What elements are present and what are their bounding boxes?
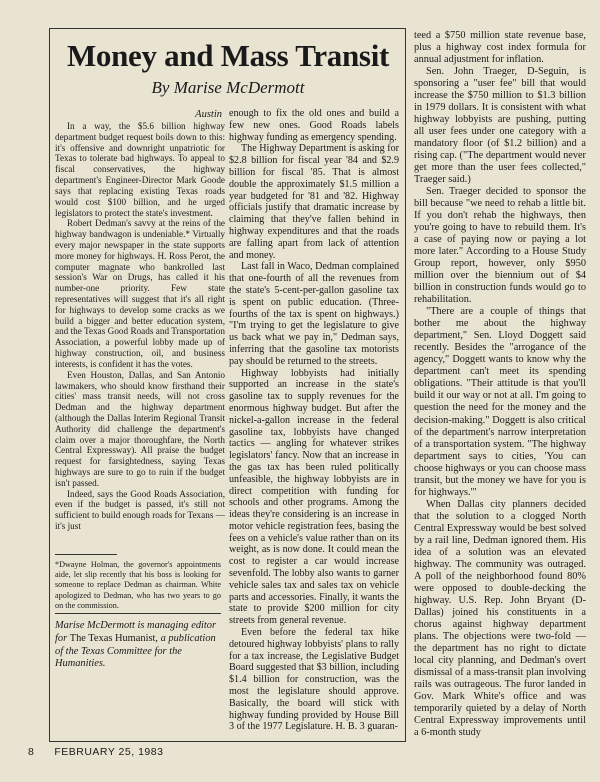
paragraph: When Dallas city planners decided that the solution to a clogged North Central Expressway would be best solved by a rail line, Dedman ignored them. His idea of a solution was an elevated highway. The community was outraged. A poll of the neighborhood found 80% were opposed to double-decking the highway. U.S. Rep. John Bryant (D-Dallas) joined his constituents in a chorus against highway department plans. The objections were two-fold — the department has no right to dictate local city planning, and Dedman's overt dismissal of a mass-transit plan involving rails was outrageous. The furor landed in Gov. Mark White's office and was temporarily quieted by a delay of North Central Expressway improvements until a 6-month study xyxy=(414,498,586,738)
paragraph: In a way, the $5.6 billion highway department budget request boils down to this: it's offensive and downright unpatriotic for Texas to tolerate bad highways. To appeal to fiscal conservatives, the highway department's Engineer-Director Mark Goode says that replacing existing Texas roads would cost $100 billion, and he urged legislators to protect the state's investment. xyxy=(55,121,225,218)
bio-text: , a publication of the Texas Committee for the Humanities. xyxy=(55,632,216,670)
paragraph: Robert Dedman's savvy at the reins of the highway bandwagon is undeniable.* Virtually every major newspaper in the state supports more money for highways. H. Ross Perot, the computer magnate who bankrolled last session's War on Drugs, has called it his number-one priority. Few state representatives will suggest that it's all right for highways to develop some cracks as we build a bigger and better education system, and the Texas Good Roads and Transportation Association, a powerful lobby made up of highway construction, oil, and business interests, is confident it has the votes. xyxy=(55,218,225,369)
paragraph: Last fall in Waco, Dedman complained that one-fourth of all the revenues from the state's 5-cent-per-gallon gasoline tax is spent on public education. (Three-fourths of the tax is spent on highways.) "I'm trying to get the legislature to give us back what we pay in," Dedman says, inferring that the gasoline tax motorists pay should be returned to the streets. xyxy=(229,261,399,367)
column-2 xyxy=(229,108,399,733)
publication-name: The Texas Humanist xyxy=(69,632,156,644)
paragraph: The Highway Department is asking for $2.8 billion for fiscal year '84 and $2.9 billion for fiscal '85. That is almost double the approximately $1.5 million a year budgeted for '81 and '82. Highway officials justify that dramatic increase by claiming that they've fallen behind in highway expenditures and that the roads are falling apart from lack of attention and money. xyxy=(229,143,399,261)
footnote: *Dwayne Holman, the governor's appointments aide, let slip recently that his boss is looking for someone to replace Dedman as chairman. White apologized to Dedman, who has two years to go on the commission. xyxy=(55,560,221,610)
page-folio xyxy=(28,746,163,758)
paragraph: Highway lobbyists had initially supported an increase in the state's gasoline tax to supply revenues for the enormous highway budget. But after the nickel-a-gallon increase in the federal gasoline tax, lobbyists have changed tactics — angling for whatever strikes legislators' fancy. Now that an increase in the gas tax has been ruled politically unfeasible, the highway lobbyists are in direct competition with funding for schools and other programs. Among the ideas they're considering is an increase in motor vehicle registration fees, basing the fees on a vehicle's value rather than on its weight, as is now done. It could mean the cost to register a car would increase sevenfold. The lobby also wants to garner vehicle sales tax and sales tax on vehicle parts and accessories. Finally, it wants the state to provide $200 million for city streets from general revenue. xyxy=(229,367,399,627)
dateline: Austin xyxy=(195,109,222,120)
paragraph: Indeed, says the Good Roads Association, even if the budget is passed, it's still not sufficient to build enough roads for Texans — it's just xyxy=(55,488,225,532)
column-1 xyxy=(55,108,225,532)
author-bio xyxy=(55,620,221,671)
paragraph: Sen. John Traeger, D-Seguin, is sponsoring a "user fee" bill that would increase the $750 million to $1.3 billion in 1979 dollars. It is consistent with what highway lobbyists are pushing, putting all user fees under one category with a mandatory floor (of $1.2 billion) and a rising cap. ("The department would never get more than the user fees collected," Traeger said.) xyxy=(414,66,586,186)
footnote-rule xyxy=(55,554,117,555)
paragraph: Even before the federal tax hike detoured highway lobbyists' plans to rally for a tax increase, the Legislative Budget Board suggested that $3 billion, including $1.4 billion for construction, was the most the legislature should approve. Basically, the board will stick with highway funding provided by House Bill 3 of the 1977 Legislature. H. B. 3 guaran- xyxy=(229,627,399,733)
article-title: Money and Mass Transit xyxy=(66,38,390,73)
paragraph: teed a $750 million state revenue base, plus a highway cost index formula for annual adjustment for inflation. xyxy=(414,30,586,66)
paragraph: "There are a couple of things that bother me about the highway department," Sen. Lloyd Doggett said recently. Besides the "arrogance of the agency," Doggett wants to know why the department can't meet its spending obligations. "Their attitude is that you'll build it our way or not at all. I'm going to question the need for the money and the decision-making." Doggett is also critical of the department's narrow interpretation of a transportation system. "The highway department says to cities, 'You can choose highways or you can choose mass transit, but the money we have for you is for highways.'" xyxy=(414,306,586,498)
column-3 xyxy=(414,30,586,739)
bio-text: Marise McDermott is managing editor for xyxy=(55,620,217,644)
paragraph: enough to fix the old ones and build a few new ones. Good Roads labels highway funding as emergency spending. xyxy=(229,108,399,143)
paragraph: Sen. Traeger decided to sponsor the bill because "we need to rehab a little bit. If you don't rehab the highways, then you're going to have to rebuild them. It's a case of paying now or paying a lot more later." According to a House Study Group report, however, only $950 million over the biennium out of $4 billion in construction funds would go to rehabilitation. xyxy=(414,186,586,306)
bio-rule xyxy=(55,613,221,614)
article-byline: By Marise McDermott xyxy=(151,78,305,97)
paragraph: Even Houston, Dallas, and San Antonio lawmakers, who should know firsthand their cities' mass transit needs, will not cross Dedman and the highway department (although the Dallas Interim Regional Transit Authority did challenge the department's claim over a major thoroughfare, the North Central Expressway). All praise the budget request for farsightedness, saying Texas highways are sure to go to ruin if the budget isn't passed. xyxy=(55,369,225,488)
issue-date: FEBRUARY 25, 1983 xyxy=(54,746,164,758)
page-number: 8 xyxy=(28,746,35,758)
